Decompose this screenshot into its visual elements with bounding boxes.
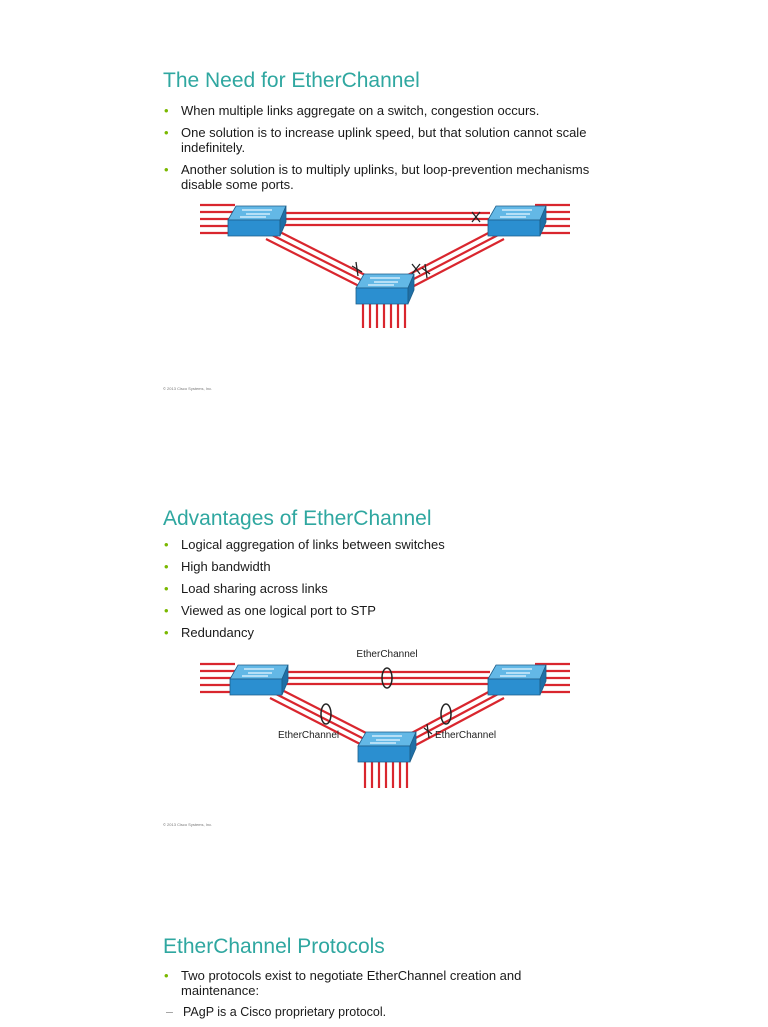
bullet-item: • Redundancy [164, 625, 254, 640]
bullet-list [163, 537, 613, 647]
bullet-item: • When multiple links aggregate on a switch, congestion occurs. [164, 103, 540, 118]
etherchannel-label-right: EtherChannel [435, 730, 497, 741]
copyright-notice: © 2013 Cisco Systems, Inc. [163, 822, 213, 827]
slide-title: The Need for EtherChannel [163, 69, 420, 92]
etherchannel-label-top: EtherChannel [356, 649, 418, 660]
bullet-dot-icon: • [164, 162, 169, 177]
sub-bullet-item: – PAgP is a Cisco proprietary protocol. [166, 1005, 387, 1019]
bullet-dot-icon: • [164, 603, 169, 618]
bullet-list [163, 968, 543, 1027]
etherchannel-diagram [0, 648, 768, 798]
switch-icon [488, 206, 546, 236]
bullet-item: • Logical aggregation of links between switches [164, 537, 445, 552]
switch-icon [230, 665, 288, 695]
bullet-list [163, 103, 613, 199]
slide-advantages-of-etherchannel [0, 420, 768, 840]
switch-icon [228, 206, 286, 236]
slide-need-for-etherchannel [0, 0, 768, 420]
bullet-item: • Viewed as one logical port to STP [164, 603, 376, 618]
bullet-item: • High bandwidth [164, 559, 271, 574]
bullet-dot-icon: • [164, 125, 169, 140]
slide-title: EtherChannel Protocols [163, 935, 385, 958]
bullet-dot-icon: • [164, 559, 169, 574]
bullet-dot-icon: • [164, 537, 169, 552]
slide-title: Advantages of EtherChannel [163, 507, 432, 530]
bullet-item: • One solution is to increase uplink speed, but that solution cannot scale indefinitely. [164, 125, 587, 155]
bullet-dot-icon: • [164, 625, 169, 640]
bullet-item: • Another solution is to multiply uplinks, but loop-prevention mechanisms disable some ports. [164, 162, 590, 192]
switch-icon [356, 274, 414, 304]
network-diagram [0, 196, 768, 336]
bullet-item: • Two protocols exist to negotiate EtherChannel creation and maintenance: [164, 968, 522, 998]
switch-icon [488, 665, 546, 695]
bullet-dot-icon: • [164, 581, 169, 596]
switch-icon [358, 732, 416, 762]
copyright-notice: © 2013 Cisco Systems, Inc. [163, 386, 213, 391]
slide-etherchannel-protocols [0, 840, 768, 1024]
dash-icon: – [166, 1005, 173, 1019]
bullet-dot-icon: • [164, 968, 169, 983]
bullet-item: • Load sharing across links [164, 581, 328, 596]
bullet-dot-icon: • [164, 103, 169, 118]
etherchannel-label-left: EtherChannel [278, 730, 340, 741]
blocked-port-icon [352, 212, 480, 278]
